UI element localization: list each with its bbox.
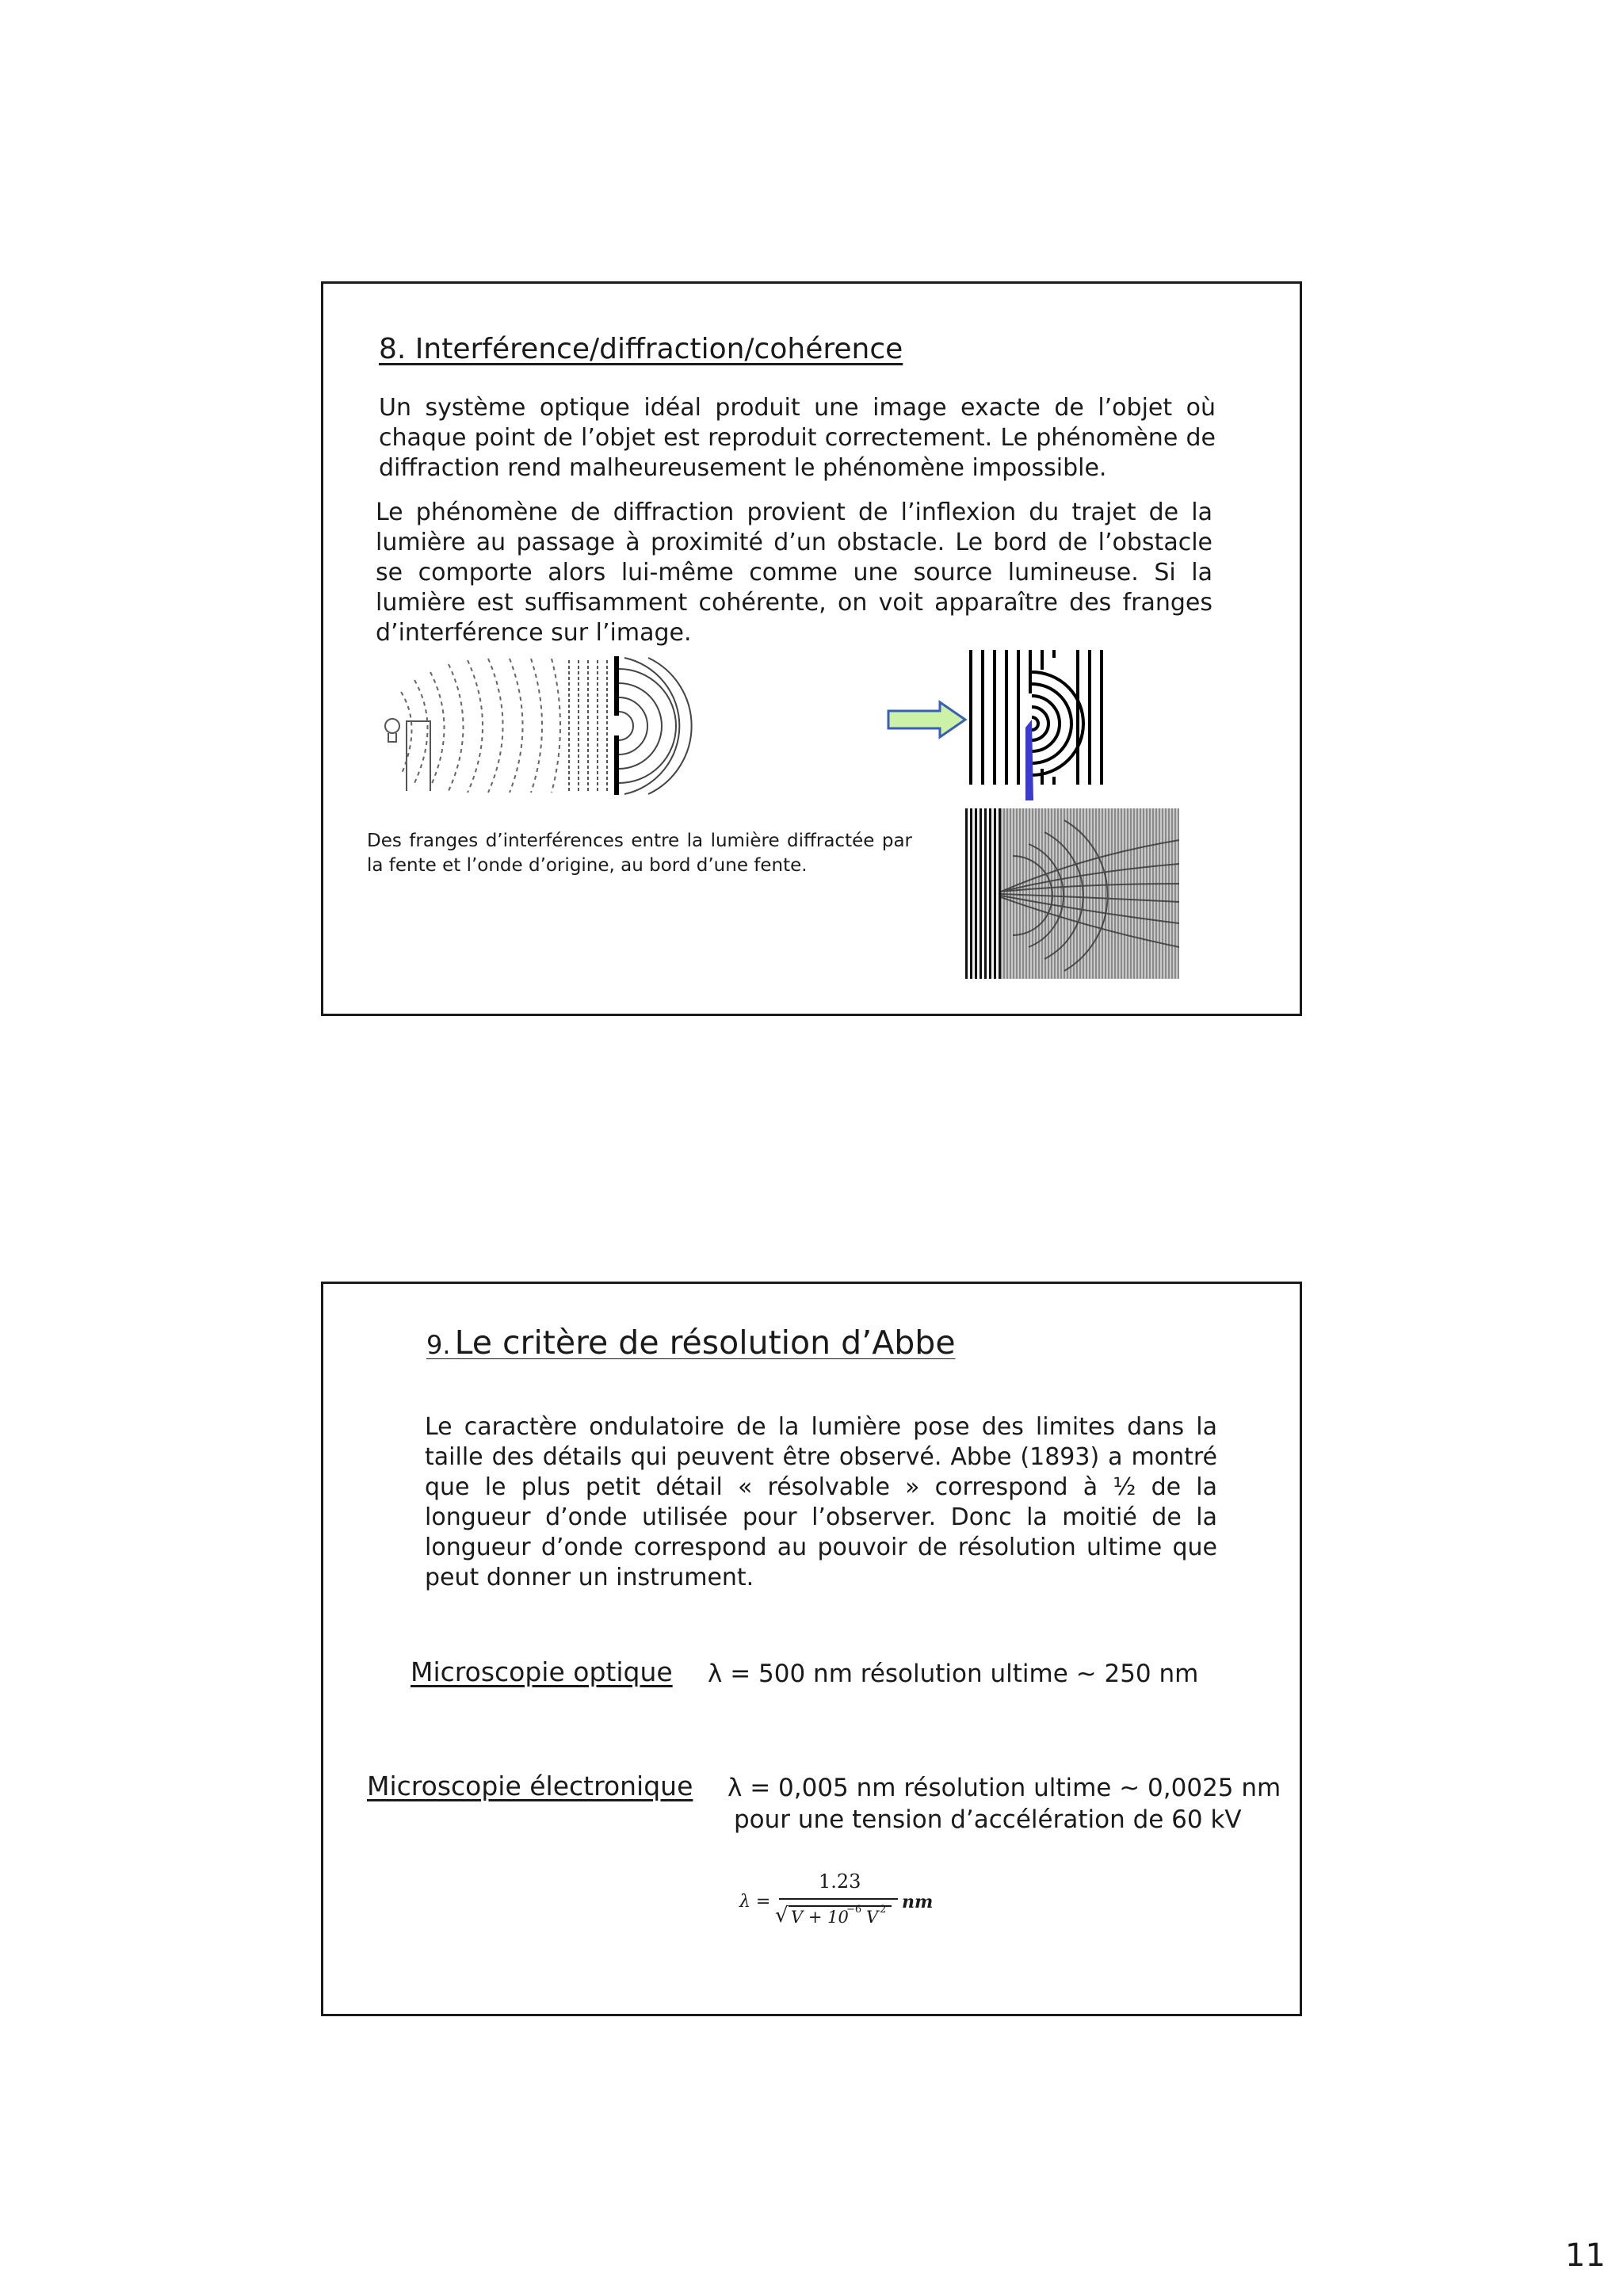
title-number: 9. [426,1330,451,1360]
diffracted-wavefronts [619,658,692,794]
page-number: 11 [1565,2237,1606,2274]
sqrt-bar [789,1905,892,1907]
abbe-paragraph: Le caractère ondulatoire de la lumière pose des limites dans la taille des détails qui peuvent être observé. Abbe (1893) a montré que le plus petit détail « résolvable » correspond à ½ de la longueur d’onde utilisée pour l’observer. Donc la moitié de la longueur d’onde correspond au pouvoir de résolution ultime que peut donner un instrument. [425,1413,1217,1591]
intro-paragraph: Un système optique idéal produit une image exacte de l’objet où chaque point de l’objet est reproduit correctement. Le phénomène de diffraction rend malheureusement le phénomène impossible. [379,394,1216,482]
electron-voltage-note: pour une tension d’accélération de 60 kV [734,1805,1242,1834]
formula-denominator: V + 10 [791,1908,849,1927]
formula-lhs: λ = [739,1892,771,1912]
right-arrow-icon [886,700,969,739]
formula-unit: nm [902,1892,934,1912]
sqrt-symbol: √ [775,1904,789,1927]
formula-square: 2 [880,1904,887,1916]
fraction-bar [779,1898,898,1900]
plane-wavefronts [569,660,607,791]
slide-interference [321,281,1302,1016]
edge-obstacle [1025,720,1033,800]
figure-caption: Des franges d’interférences entre la lumière diffractée par la fente et l’onde d’origine, au bord d’une fente. [367,831,912,876]
formula-numerator: 1.23 [819,1870,861,1893]
diffraction-paragraph: Le phénomène de diffraction provient de l’inflexion du trajet de la lumière au passage à proximité d’un obstacle. Le bord de l’obstacle se comporte alors lui-même comme une source lumineuse. Si la lumière est suffisamment cohérente, on voit apparaître des franges d’interférence sur l’image. [376,499,1212,647]
electron-microscopy-value: λ = 0,005 nm résolution ultime ~ 0,0025 nm [727,1774,1281,1802]
electron-microscopy-label: Microscopie électronique [367,1771,693,1801]
spherical-wavefronts [401,659,560,793]
arrow-shape [888,702,965,737]
wave-diffraction-illustration [379,656,704,795]
optical-microscopy-label: Microscopie optique [411,1656,673,1687]
interference-pattern-image [965,808,1179,979]
lamp-icon [385,719,399,742]
title-text: Le critère de résolution d’Abbe [454,1324,956,1362]
slide-abbe-criterion [321,1282,1302,2016]
screen-obstacle [407,721,430,791]
optical-microscopy-value: λ = 500 nm résolution ultime ~ 250 nm [708,1660,1199,1688]
formula-exponent: −6 [846,1904,862,1916]
formula-v: V [866,1908,879,1927]
diffracted-semicircles [1032,672,1083,775]
wavelength-formula [739,1870,945,1942]
edge-diffraction-illustration [967,650,1109,800]
slide-title [426,1324,956,1362]
slide-title: 8. Interférence/diffraction/cohérence [379,333,903,365]
